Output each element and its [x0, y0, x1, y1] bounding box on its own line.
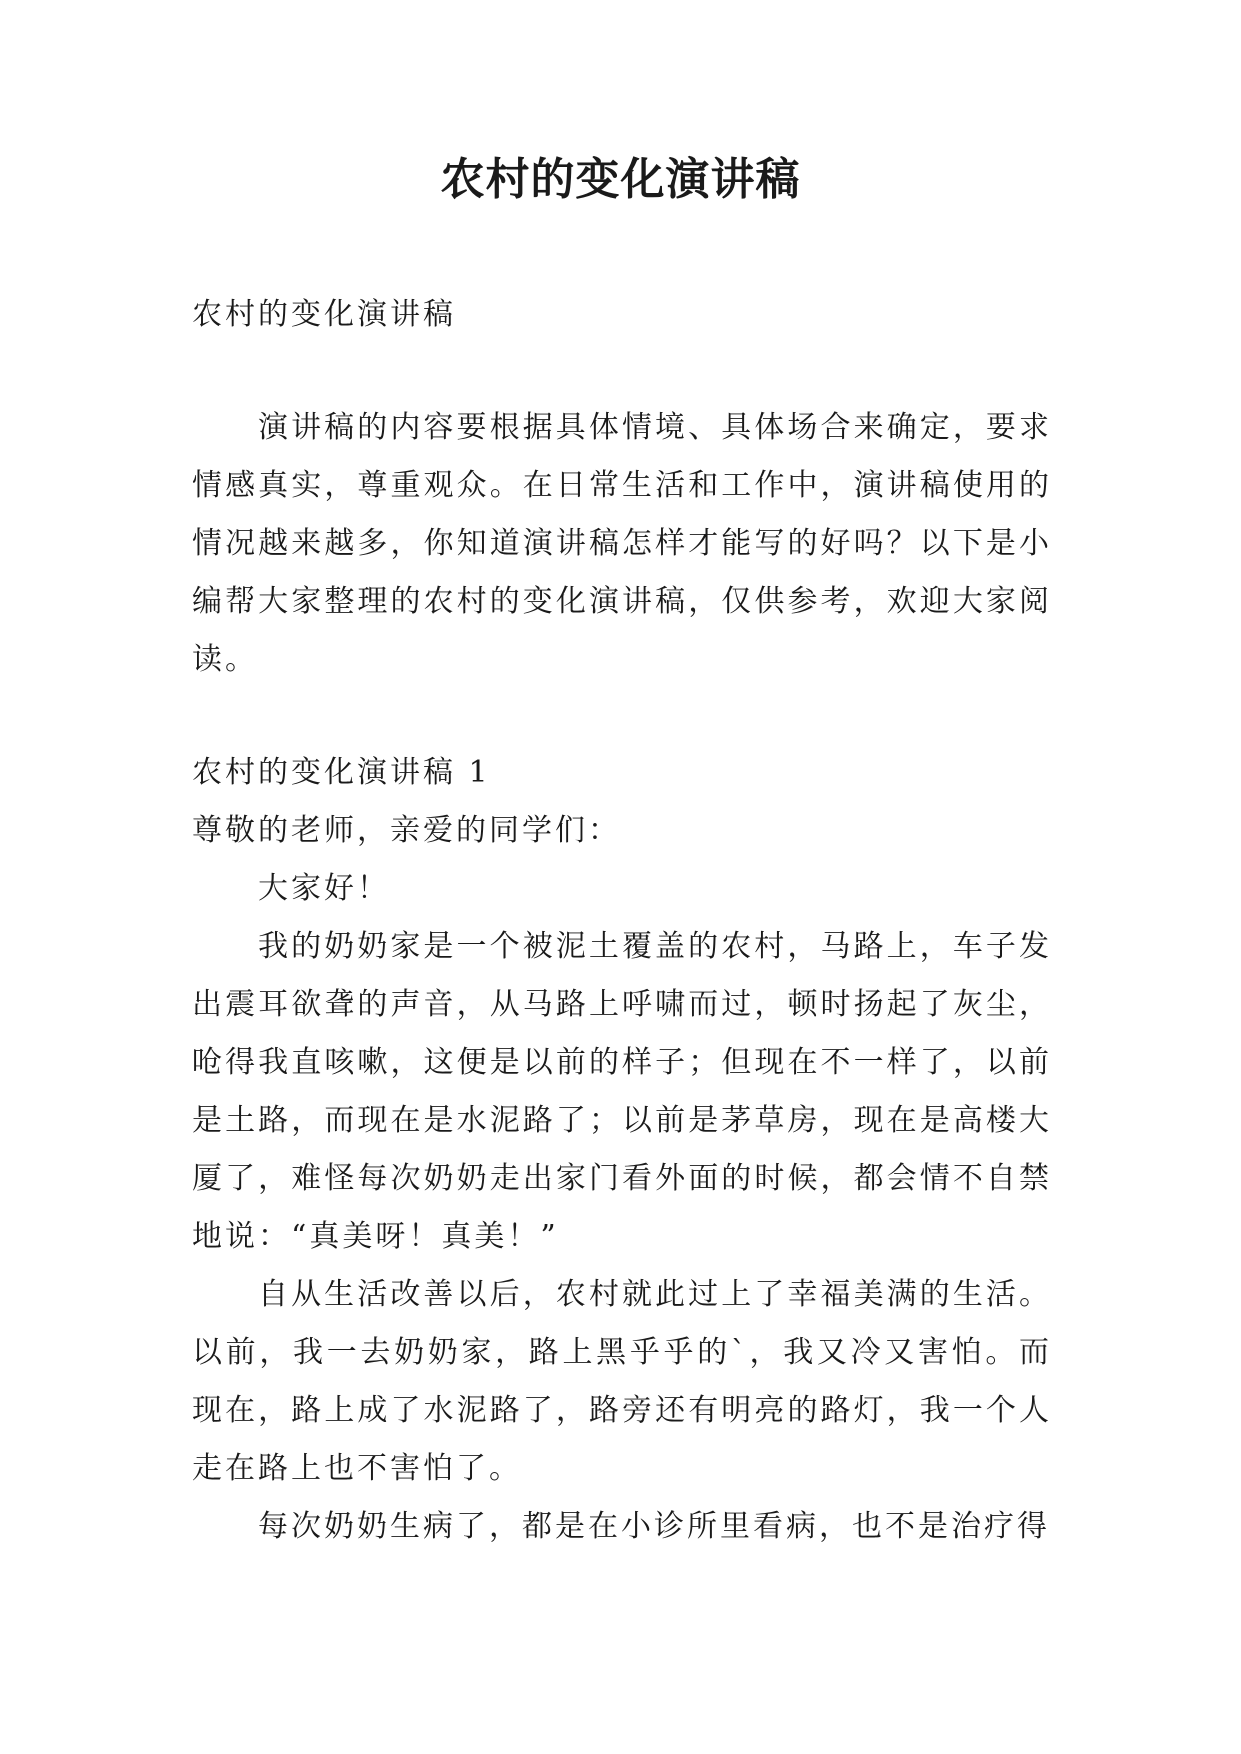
subtitle: 农村的变化演讲稿 [192, 297, 456, 332]
document-body [192, 286, 1052, 1556]
body-paragraph-1: 我的奶奶家是一个被泥土覆盖的农村，马路上，车子发出震耳欲聋的声音，从马路上呼啸而过，顿时扬起了灰尘，呛得我直咳嗽，这便是以前的样子；但现在不一样了，以前是土路，而现在是水泥路了；以前是茅草房，现在是高楼大厦了，难怪每次奶奶走出家门看外面的时候，都会情不自禁地说：“真美呀！真美！” [192, 929, 1052, 1254]
greeting: 大家好！ [258, 871, 390, 906]
spacer [192, 344, 1052, 399]
body-paragraph-3: 每次奶奶生病了，都是在小诊所里看病，也不是治疗得 [258, 1509, 1050, 1544]
section-heading: 农村的变化演讲稿 1 [192, 755, 491, 790]
intro-paragraph: 演讲稿的内容要根据具体情境、具体场合来确定，要求情感真实，尊重观众。在日常生活和工作中，演讲稿使用的情况越来越多，你知道演讲稿怎样才能写的好吗？以下是小编帮大家整理的农村的变化演讲稿，仅供参考，欢迎大家阅读。 [192, 410, 1052, 677]
spacer [192, 689, 1052, 744]
salutation: 尊敬的老师，亲爱的同学们： [192, 813, 621, 848]
document-title: 农村的变化演讲稿 [440, 154, 801, 205]
body-paragraph-2: 自从生活改善以后，农村就此过上了幸福美满的生活。以前，我一去奶奶家，路上黑乎乎的`，我又冷又害怕。而现在，路上成了水泥路了，路旁还有明亮的路灯，我一个人走在路上也不害怕了。 [192, 1277, 1052, 1486]
